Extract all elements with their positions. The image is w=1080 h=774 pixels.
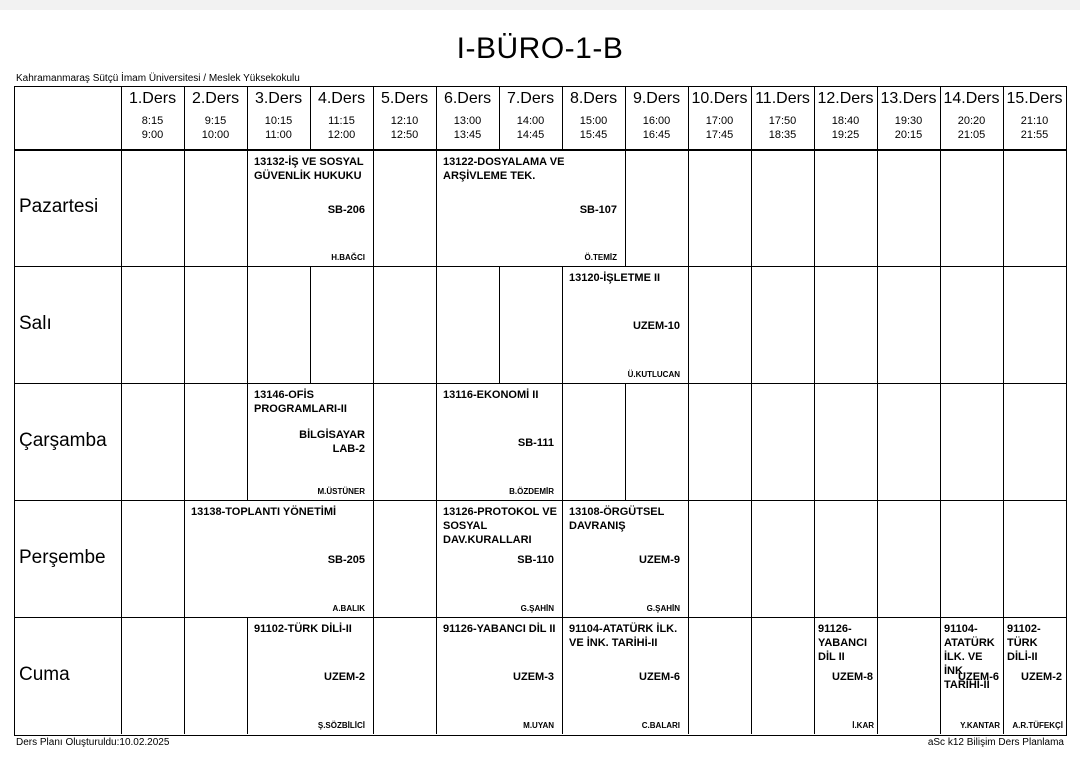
period-end: 20:15 <box>894 129 923 141</box>
period-times <box>751 114 814 142</box>
period-end: 14:45 <box>516 129 545 141</box>
period-end: 13:45 <box>453 129 482 141</box>
lesson-cell[interactable] <box>248 151 373 266</box>
period-times <box>625 114 688 142</box>
period-header <box>247 87 310 149</box>
software-credit: aSc k12 Bilişim Ders Planlama <box>927 737 1064 748</box>
period-header <box>1003 87 1066 149</box>
lesson-name: 13116-EKONOMİ II <box>443 389 539 401</box>
lesson-room: UZEM-3 <box>513 671 554 683</box>
period-header <box>814 87 877 149</box>
lesson-cell[interactable] <box>437 501 562 617</box>
lesson-name: 91126-YABANCI DİL II <box>443 623 556 635</box>
lesson-teacher: M.ÜSTÜNER <box>317 487 365 496</box>
day-label-4: Cuma <box>19 663 70 685</box>
day-label-3: Perşembe <box>19 546 106 568</box>
period-label: 6.Ders <box>443 90 492 107</box>
lesson-name: 13138-TOPLANTI YÖNETİMİ <box>191 506 337 518</box>
page-title: I-BÜRO-1-B <box>456 32 624 65</box>
period-label: 3.Ders <box>254 90 303 107</box>
period-label: 13.Ders <box>880 90 937 107</box>
period-start: 13:00 <box>453 115 482 127</box>
lesson-room: UZEM-8 <box>832 671 873 683</box>
lesson-room: UZEM-2 <box>324 671 365 683</box>
period-header <box>751 87 814 149</box>
period-times <box>373 114 436 142</box>
lesson-name: 13108-ÖRGÜTSEL DAVRANIŞ <box>569 506 665 532</box>
lesson-teacher: A.R.TÜFEKÇİ <box>1012 721 1063 730</box>
period-start: 15:00 <box>579 115 608 127</box>
lesson-cell[interactable] <box>815 618 877 734</box>
day-label-1: Salı <box>19 312 52 334</box>
period-header <box>499 87 562 149</box>
period-header <box>184 87 247 149</box>
lesson-room: SB-205 <box>327 554 365 566</box>
period-header <box>373 87 436 149</box>
created-date: Ders Planı Oluşturuldu:10.02.2025 <box>16 737 170 748</box>
lesson-teacher: C.BALARI <box>641 721 680 730</box>
lesson-name: 91126-YABANCI DİL II <box>818 623 868 663</box>
period-end: 18:35 <box>768 129 797 141</box>
lesson-room: UZEM-10 <box>632 320 680 332</box>
period-header <box>436 87 499 149</box>
period-times <box>814 114 877 142</box>
period-header <box>625 87 688 149</box>
period-end: 15:45 <box>579 129 608 141</box>
lesson-room: BİLGİSAYAR LAB-2 <box>299 429 365 455</box>
lesson-name: 13120-İŞLETME II <box>569 272 661 284</box>
lesson-room: UZEM-6 <box>639 671 680 683</box>
period-label: 1.Ders <box>128 90 177 107</box>
period-start: 9:15 <box>204 115 227 127</box>
period-label: 4.Ders <box>317 90 366 107</box>
period-header <box>121 87 184 149</box>
lesson-teacher: İ.KAR <box>852 721 874 730</box>
day-label-2: Çarşamba <box>19 429 107 451</box>
lesson-room: UZEM-2 <box>1021 671 1062 683</box>
column-divider <box>751 87 752 734</box>
lesson-cell[interactable] <box>248 384 373 500</box>
period-label: 12.Ders <box>817 90 874 107</box>
period-start: 16:00 <box>642 115 671 127</box>
period-times <box>247 114 310 142</box>
period-start: 14:00 <box>516 115 545 127</box>
period-start: 19:30 <box>894 115 923 127</box>
lesson-name: 13122-DOSYALAMA VE ARŞİVLEME TEK. <box>443 156 565 182</box>
period-times <box>184 114 247 142</box>
period-times <box>562 114 625 142</box>
lesson-cell[interactable] <box>563 501 688 617</box>
period-label: 15.Ders <box>1006 90 1063 107</box>
period-start: 18:40 <box>831 115 860 127</box>
column-divider <box>877 87 878 734</box>
lesson-teacher: A.BALIK <box>332 604 365 613</box>
lesson-room: SB-107 <box>579 204 617 216</box>
period-label: 11.Ders <box>755 90 810 107</box>
lesson-cell[interactable] <box>941 618 1003 734</box>
period-header <box>310 87 373 149</box>
lesson-cell[interactable] <box>1004 618 1066 734</box>
period-end: 9:00 <box>141 129 164 141</box>
lesson-name: 91104-ATATÜRK İLK. VE İNK. TARİHİ-II <box>569 623 678 649</box>
period-times <box>877 114 940 142</box>
period-end: 21:05 <box>957 129 986 141</box>
period-start: 21:10 <box>1020 115 1049 127</box>
lesson-name: 13132-İŞ VE SOSYAL GÜVENLİK HUKUKU <box>254 156 364 182</box>
lesson-teacher: G.ŞAHİN <box>520 604 554 613</box>
lesson-cell[interactable] <box>248 618 373 734</box>
lesson-teacher: G.ŞAHİN <box>646 604 680 613</box>
period-label: 2.Ders <box>191 90 240 107</box>
lesson-cell[interactable] <box>563 618 688 734</box>
period-label: 8.Ders <box>569 90 618 107</box>
period-label: 10.Ders <box>691 90 748 107</box>
period-times <box>121 114 184 142</box>
column-divider <box>121 87 122 734</box>
lesson-cell[interactable] <box>563 267 688 383</box>
period-times <box>688 114 751 142</box>
period-times <box>940 114 1003 142</box>
period-label: 5.Ders <box>380 90 429 107</box>
period-end: 17:45 <box>705 129 734 141</box>
lesson-cell[interactable] <box>437 151 625 266</box>
lesson-teacher: H.BAĞCI <box>331 253 365 262</box>
lesson-cell[interactable] <box>185 501 373 617</box>
period-start: 12:10 <box>390 115 419 127</box>
period-label: 14.Ders <box>943 90 1000 107</box>
lesson-room: SB-206 <box>327 204 365 216</box>
lesson-room: SB-110 <box>517 554 554 566</box>
period-end: 12:50 <box>390 129 419 141</box>
column-divider <box>373 87 374 734</box>
day-label-0: Pazartesi <box>19 195 99 217</box>
row-divider <box>15 266 1066 267</box>
period-end: 12:00 <box>327 129 356 141</box>
period-times <box>1003 114 1066 142</box>
period-end: 10:00 <box>201 129 230 141</box>
lesson-room: SB-111 <box>517 437 554 449</box>
period-start: 17:00 <box>705 115 734 127</box>
period-header <box>877 87 940 149</box>
period-header <box>688 87 751 149</box>
period-start: 11:15 <box>328 115 355 127</box>
period-end: 19:25 <box>831 129 860 141</box>
lesson-teacher: B.ÖZDEMİR <box>509 487 554 496</box>
lesson-teacher: M.UYAN <box>523 721 554 730</box>
lesson-name: 91102-TÜRK DİLİ-II <box>1007 623 1041 663</box>
lesson-cell[interactable] <box>437 384 562 500</box>
lesson-teacher: Ş.SÖZBİLİCİ <box>317 721 365 730</box>
lesson-room: UZEM-6 <box>958 671 999 683</box>
lesson-name: 91104-ATATÜRK İLK. VE İNK. TARİHİ-II <box>944 623 995 691</box>
period-start: 10:15 <box>264 115 293 127</box>
timetable-grid <box>14 86 1067 736</box>
lesson-room: UZEM-9 <box>639 554 680 566</box>
period-start: 8:15 <box>141 115 164 127</box>
column-divider <box>688 87 689 734</box>
period-end: 11:00 <box>265 129 292 141</box>
timetable-sheet <box>0 10 1080 774</box>
period-header <box>940 87 1003 149</box>
period-header <box>562 87 625 149</box>
period-end: 21:55 <box>1020 129 1049 141</box>
lesson-name: 13126-PROTOKOL VE SOSYAL DAV.KURALLARI <box>443 506 557 546</box>
lesson-name: 91102-TÜRK DİLİ-II <box>254 623 352 635</box>
lesson-teacher: Ü.KUTLUCAN <box>627 370 680 379</box>
period-times <box>310 114 373 142</box>
period-times <box>499 114 562 142</box>
lesson-name: 13146-OFİS PROGRAMLARI-II <box>254 389 347 415</box>
column-divider <box>184 87 185 734</box>
lesson-teacher: Y.KANTAR <box>960 721 1000 730</box>
period-label: 7.Ders <box>506 90 555 107</box>
period-times <box>436 114 499 142</box>
institution-label: Kahramanmaraş Sütçü İmam Üniversitesi / Meslek Yüksekokulu <box>16 73 300 84</box>
period-label: 9.Ders <box>632 90 681 107</box>
lesson-cell[interactable] <box>437 618 562 734</box>
lesson-teacher: Ö.TEMİZ <box>584 253 617 262</box>
period-end: 16:45 <box>642 129 671 141</box>
period-start: 20:20 <box>957 115 986 127</box>
period-start: 17:50 <box>768 115 797 127</box>
